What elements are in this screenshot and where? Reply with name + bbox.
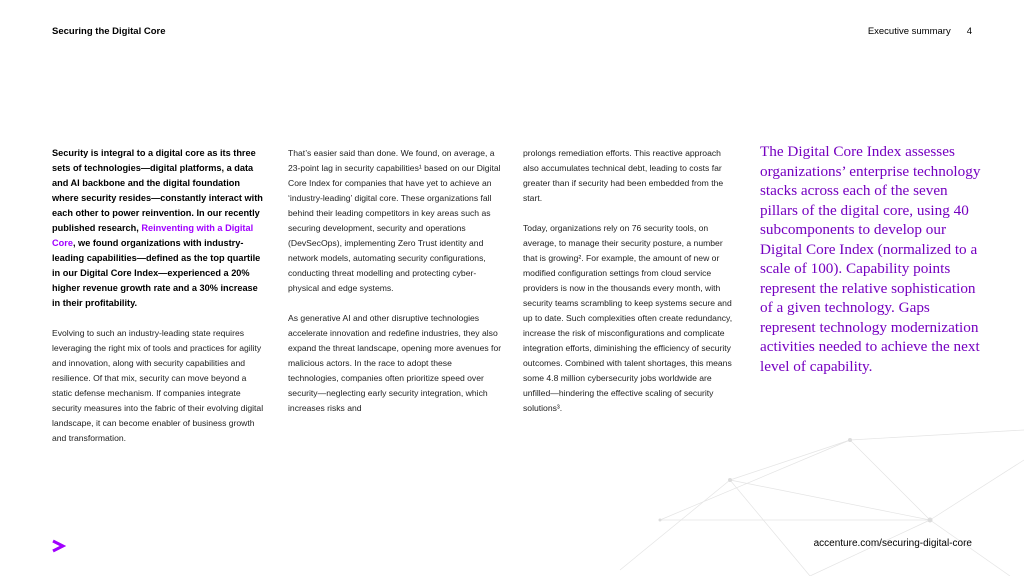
page-number: 4: [966, 26, 972, 37]
report-link[interactable]: Reinventing with a Digital Core: [52, 223, 254, 248]
column-3: [523, 146, 738, 431]
callout-text: The Digital Core Index assesses organizations’ enterprise technology stacks across each of the seven pillars of the digital core, using 40 subcomponents to develop our Digital Core Index (normalized to a scale of 100). Capability points represent the relative sophistication of a given technology. Gaps represent technology modernization activities needed to achieve the next level of capability.: [760, 143, 981, 375]
column-2: [288, 146, 503, 431]
lead-paragraph: [52, 146, 264, 311]
lead-text-after: , we found organizations with industry-leading capabilities—defined as the top quartile in our Digital Core Index—experienced a 20% higher revenue growth rate and a 30% increase in their profitability.: [52, 238, 261, 308]
section-label: Executive summary: [867, 26, 951, 37]
header-title: Securing the Digital Core: [52, 26, 166, 37]
body-paragraph: That’s easier said than done. We found, on average, a 23-point lag in security capabilities¹ based on our Digital Core Index for companies that have yet to achieve an ‘industry-leading’ digital core. These organizations fall behind their leading competitors in key areas such as securing development, security and operations (DevSecOps), implementing Zero Trust identity and network models, automating security configurations, conducting threat modelling and protecting cyber-physical and edge systems.: [288, 148, 501, 293]
body-paragraph: Today, organizations rely on 76 security tools, on average, to manage their security posture, a number that is growing². For example, the amount of new or modified configuration settings from cloud service providers is now in the thousands every month, with security teams scrambling to keep systems secure and up to date. Such complexities often create redundancy, increase the risk of misconfigurations and complicate integration efforts, diminishing the efficiency of security outcomes. Combined with talent shortages, this means some 4.8 million cybersecurity jobs worldwide are unfilled—hindering the effective scaling of security solutions³.: [523, 223, 733, 413]
network-decoration: [600, 420, 1024, 576]
header-right: [868, 26, 972, 37]
footer-url[interactable]: accenture.com/securing-digital-core: [813, 538, 972, 549]
column-1: [52, 146, 264, 461]
lead-text-before: Security is integral to a digital core as its three sets of technologies—digital platforms, a data and AI backbone and the digital foundation where security resides—constantly interact with each other to power reinvention. In our recently published research,: [52, 148, 263, 233]
body-paragraph: Evolving to such an industry-leading state requires leveraging the right mix of tools and practices for agility and innovation, along with security capabilities and resilience. Of that mix, security can move beyond a static defense mechanism. If companies integrate security measures into the fabric of their evolving digital landscape, it can become enabler of business growth and transformation.: [52, 328, 264, 443]
body-paragraph: As generative AI and other disruptive technologies accelerate innovation and redefine industries, they also expand the threat landscape, opening more avenues for malicious actors. In the race to adopt these technologies, companies often prioritize speed over security—neglecting early security integration, which increases risks and: [288, 313, 502, 413]
body-paragraph: prolongs remediation efforts. This reactive approach also accumulates technical debt, leading to costs far greater than if security had been embedded from the start.: [523, 148, 724, 203]
accenture-logo-icon: [50, 538, 66, 554]
